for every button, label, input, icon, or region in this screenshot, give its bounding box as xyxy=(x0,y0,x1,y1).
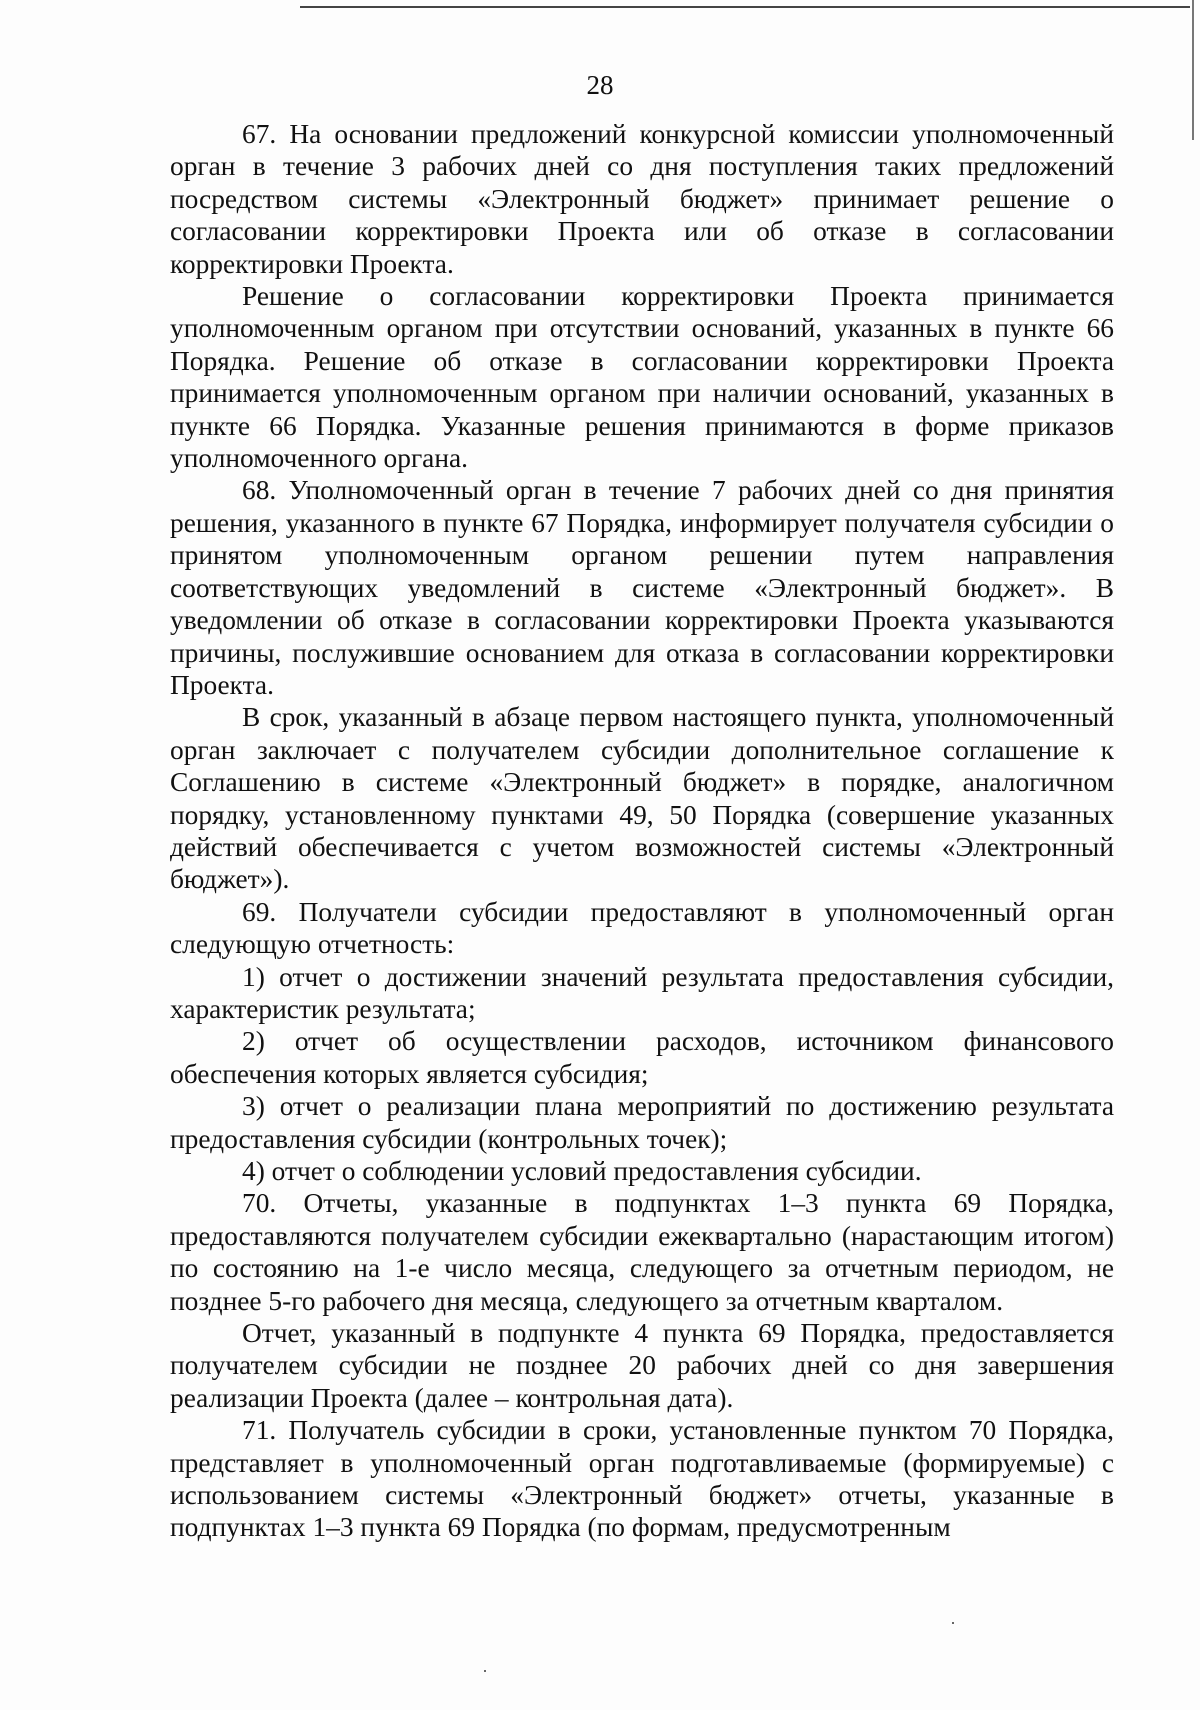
paragraph-70: 70. Отчеты, указанные в подпунктах 1–3 пункта 69 Порядка, предоставляются получателем субсидии ежеквартально (нарастающим итогом) по состоянию на 1-е число месяца, следующего за отчетным периодом, не позднее 5-го рабочего дня месяца, следующего за отчетным кварталом. xyxy=(170,1188,1114,1316)
scan-top-edge xyxy=(300,6,1190,8)
paragraph-70-report: Отчет, указанный в подпункте 4 пункта 69 Порядка, предоставляется получателем субсидии не позднее 20 рабочих дней со дня завершения реализации Проекта (далее – контрольная дата). xyxy=(170,1318,1114,1413)
paragraph-68: 68. Уполномоченный орган в течение 7 рабочих дней со дня принятия решения, указанного в пункте 67 Порядка, информирует получателя субсидии о принятом уполномоченным органом решении путем направления соответствующих уведомлений в системе «Электронный бюджет». В уведомлении об отказе в согласовании корректировки Проекта указываются причины, послужившие основанием для отказа в согласовании корректировки Проекта. xyxy=(170,475,1114,700)
paragraph-69-item-2: 2) отчет об осуществлении расходов, источником финансового обеспечения которых является субсидия; xyxy=(170,1026,1114,1089)
paragraph-71: 71. Получатель субсидии в сроки, установленные пунктом 70 Порядка, представляет в уполномоченный орган подготавливаемые (формируемые) с использованием системы «Электронный бюджет» отчеты, указанные в подпунктах 1–3 пункта 69 Порядка (по формам, предусмотренным xyxy=(170,1415,1114,1543)
paragraph-69-item-1: 1) отчет о достижении значений результата предоставления субсидии, характеристик результата; xyxy=(170,961,1114,1024)
document-body xyxy=(170,118,1114,1544)
paragraph-68-agreement: В срок, указанный в абзаце первом настоящего пункта, уполномоченный орган заключает с получателем субсидии дополнительное соглашение к Соглашению в системе «Электронный бюджет» в порядке, аналогичном порядку, установленному пунктами 49, 50 Порядка (совершение указанных действий обеспечивается с учетом возможностей системы «Электронный бюджет»). xyxy=(170,702,1114,895)
paragraph-69-item-4: 4) отчет о соблюдении условий предоставления субсидии. xyxy=(242,1156,922,1186)
paragraph-67-decision: Решение о согласовании корректировки Проекта принимается уполномоченным органом при отсутствии оснований, указанных в пункте 66 Порядка. Решение об отказе в согласовании корректировки Проекта принимается уполномоченным органом при наличии оснований, указанных в пункте 66 Порядка. Указанные решения принимаются в форме приказов уполномоченного органа. xyxy=(170,281,1114,474)
scan-speck xyxy=(484,1670,486,1672)
paragraph-69-item-3: 3) отчет о реализации плана мероприятий по достижению результата предоставления субсидии (контрольных точек); xyxy=(170,1091,1114,1154)
page-number: 28 xyxy=(586,70,614,100)
scan-speck xyxy=(952,1622,954,1624)
paragraph-67: 67. На основании предложений конкурсной комиссии уполномоченный орган в течение 3 рабочих дней со дня поступления таких предложений посредством системы «Электронный бюджет» принимает решение о согласовании корректировки Проекта или об отказе в согласовании корректировки Проекта. xyxy=(170,119,1114,279)
paragraph-69: 69. Получатели субсидии предоставляют в уполномоченный орган следующую отчетность: xyxy=(170,896,1114,960)
